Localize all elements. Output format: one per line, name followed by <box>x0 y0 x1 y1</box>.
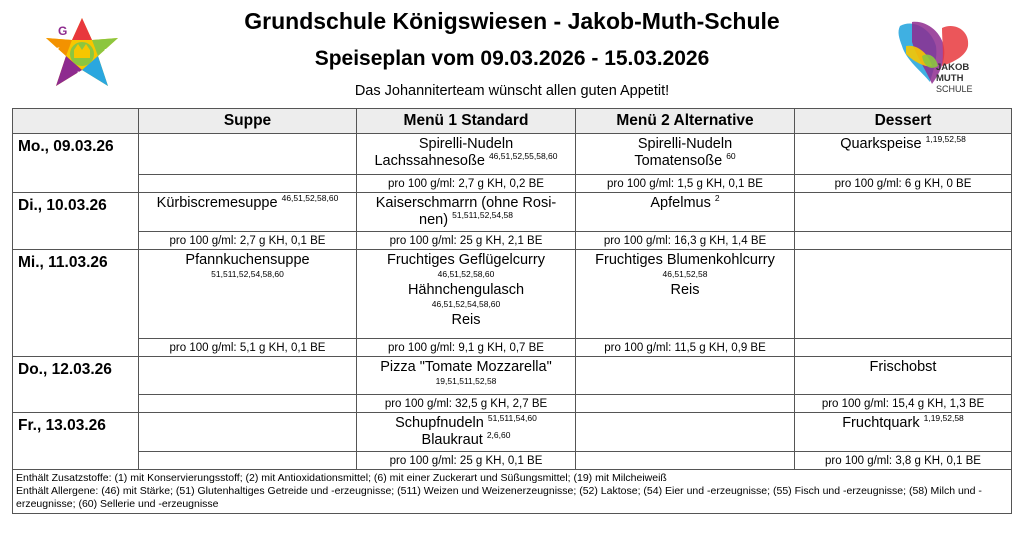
logo-text-schule: SCHULE <box>936 84 973 94</box>
nutrition-info <box>139 452 357 470</box>
logo-letter: i <box>104 48 108 60</box>
dish-name: Fruchtiges Geflügelcurry <box>387 252 545 268</box>
dish-name: Kürbiscremesuppe <box>156 195 278 211</box>
dish-name: Quarkspeise <box>840 136 922 152</box>
nutrition-info: pro 100 g/ml: 15,4 g KH, 1,3 BE <box>795 395 1012 413</box>
allergen-codes: 46,51,52,58 <box>662 269 708 279</box>
school-name: Grundschule Königswiesen - Jakob-Muth-Schule <box>244 8 780 34</box>
plan-title: Speiseplan vom 09.03.2026 - 15.03.2026 <box>314 47 710 70</box>
nutrition-info <box>139 395 357 413</box>
dish-name: Pizza "Tomate Mozzarella" <box>380 359 552 375</box>
dessert-cell <box>795 413 1012 452</box>
dessert-cell <box>795 250 1012 339</box>
header-corner <box>13 109 139 134</box>
dish-name: Hähnchengulasch <box>407 282 525 298</box>
menu2-cell <box>576 134 795 175</box>
menu1-cell <box>357 413 576 452</box>
nutrition-info: pro 100 g/ml: 16,3 g KH, 1,4 BE <box>576 232 795 250</box>
column-header-menu2: Menü 2 Alternative <box>576 109 795 134</box>
nutrition-info: pro 100 g/ml: 25 g KH, 2,1 BE <box>357 232 576 250</box>
legend-cell <box>13 470 1012 514</box>
menu1-cell <box>357 134 576 175</box>
nutrition-info <box>576 395 795 413</box>
allergen-codes: 1,19,52,58 <box>923 413 964 424</box>
day-label: Fr., 13.03.26 <box>13 413 139 470</box>
dish-name: Schupfnudeln <box>395 415 484 431</box>
menu1-cell <box>357 193 576 232</box>
dish-name: Reis <box>451 312 481 328</box>
meal-row <box>13 357 1012 395</box>
nutrition-info: pro 100 g/ml: 2,7 g KH, 0,1 BE <box>139 232 357 250</box>
nutrition-row <box>13 232 1012 250</box>
dish-name: Kaiserschmarrn (ohne Rosi- <box>375 195 557 211</box>
column-header-suppe: Suppe <box>139 109 357 134</box>
jakob-muth-logo <box>892 16 982 96</box>
dessert-cell <box>795 193 1012 232</box>
suppe-cell <box>139 250 357 339</box>
menu1-cell <box>357 250 576 339</box>
dish-name: Pfannkuchensuppe <box>185 252 310 268</box>
dish-name: nen) <box>419 212 449 228</box>
suppe-cell <box>139 413 357 452</box>
menu2-cell <box>576 250 795 339</box>
allergen-codes: 46,51,52,54,58,60 <box>431 299 501 309</box>
meal-row <box>13 250 1012 339</box>
page-header <box>0 0 1024 108</box>
nutrition-info: pro 100 g/ml: 3,8 g KH, 0,1 BE <box>795 452 1012 470</box>
nutrition-info: pro 100 g/ml: 1,5 g KH, 0,1 BE <box>576 175 795 193</box>
nutrition-info: pro 100 g/ml: 11,5 g KH, 0,9 BE <box>576 339 795 357</box>
dish-name: Fruchtquark <box>842 415 920 431</box>
dish-name: Tomatensoße <box>634 153 723 169</box>
menu-table <box>12 108 1012 514</box>
meal-row <box>13 134 1012 175</box>
allergen-codes: 2,6,60 <box>486 430 511 441</box>
nutrition-info: pro 100 g/ml: 5,1 g KH, 0,1 BE <box>139 339 357 357</box>
nutrition-info <box>576 452 795 470</box>
nutrition-info <box>139 175 357 193</box>
allergen-codes: 46,51,52,58,60 <box>281 193 339 204</box>
dessert-cell <box>795 134 1012 175</box>
suppe-cell <box>139 193 357 232</box>
greeting: Das Johanniterteam wünscht allen guten Appetit! <box>354 83 670 99</box>
dish-name: Spirelli-Nudeln <box>418 136 514 152</box>
allergen-codes: 19,51,511,52,58 <box>435 376 497 386</box>
logo-text-muth: MUTH <box>936 73 964 84</box>
suppe-cell <box>139 357 357 395</box>
day-label: Mo., 09.03.26 <box>13 134 139 193</box>
nutrition-row <box>13 452 1012 470</box>
nutrition-row <box>13 175 1012 193</box>
dish-name: Lachssahnesoße <box>374 153 485 169</box>
allergen-codes: 1,19,52,58 <box>925 134 966 145</box>
dessert-cell <box>795 357 1012 395</box>
allergen-codes: 46,51,52,58,60 <box>437 269 495 279</box>
allergen-codes: 51,511,52,54,58,60 <box>211 269 284 279</box>
nutrition-info <box>795 232 1012 250</box>
legend-row <box>13 470 1012 514</box>
nutrition-row <box>13 339 1012 357</box>
table-header-row <box>13 109 1012 134</box>
logo-letter: S <box>100 24 109 38</box>
meal-row <box>13 193 1012 232</box>
column-header-menu1: Menü 1 Standard <box>357 109 576 134</box>
allergen-codes: 60 <box>726 151 736 162</box>
dish-name: Frischobst <box>869 359 937 375</box>
allergen-codes: 46,51,52,55,58,60 <box>488 151 558 162</box>
logo-letter: K <box>52 46 60 58</box>
day-label: Di., 10.03.26 <box>13 193 139 250</box>
nutrition-info: pro 100 g/ml: 32,5 g KH, 2,7 BE <box>357 395 576 413</box>
logo-letter: G <box>58 24 68 38</box>
dish-name: Reis <box>670 282 700 298</box>
day-label: Do., 12.03.26 <box>13 357 139 413</box>
nutrition-info: pro 100 g/ml: 25 g KH, 0,1 BE <box>357 452 576 470</box>
nutrition-info <box>795 339 1012 357</box>
allergen-codes: 51,511,52,54,58 <box>452 210 513 221</box>
day-label: Mi., 11.03.26 <box>13 250 139 357</box>
nutrition-info: pro 100 g/ml: 2,7 g KH, 0,2 BE <box>357 175 576 193</box>
column-header-dessert: Dessert <box>795 109 1012 134</box>
dish-name: Apfelmus <box>650 195 711 211</box>
menu2-cell <box>576 193 795 232</box>
dish-name: Blaukraut <box>421 432 483 448</box>
nutrition-info: pro 100 g/ml: 6 g KH, 0 BE <box>795 175 1012 193</box>
allergen-codes: 2 <box>714 193 720 204</box>
logo-text-jakob: JAKOB <box>936 62 970 73</box>
allergens-legend: Enthält Allergene: (46) mit Stärke; (51) Glutenhaltiges Getreide und -erzeugnisse; (511) Weizen und Weizenerzeugnisse; (52) Laktose; (54) Eier und -erzeugnisse; (55) Fisch und -erzeugnisse; (58) Milch und -erzeugnisse; (60) Sellerie und -erzeugnisse <box>16 485 982 510</box>
menu2-cell <box>576 413 795 452</box>
meal-row <box>13 413 1012 452</box>
additives-legend: Enthält Zusatzstoffe: (1) mit Konservierungsstoff; (2) mit Antioxidationsmittel; (6) mit einer Zuckerart und Süßungsmittel; (19) mit Milcheiweiß <box>16 472 667 484</box>
dish-name: Spirelli-Nudeln <box>637 136 733 152</box>
dish-name: Fruchtiges Blumenkohlcurry <box>595 252 775 268</box>
allergen-codes: 51,511,54,60 <box>487 413 537 424</box>
menu1-cell <box>357 357 576 395</box>
nutrition-info: pro 100 g/ml: 9,1 g KH, 0,7 BE <box>357 339 576 357</box>
nutrition-row <box>13 395 1012 413</box>
menu2-cell <box>576 357 795 395</box>
suppe-cell <box>139 134 357 175</box>
logo-letter: ö <box>76 70 83 82</box>
